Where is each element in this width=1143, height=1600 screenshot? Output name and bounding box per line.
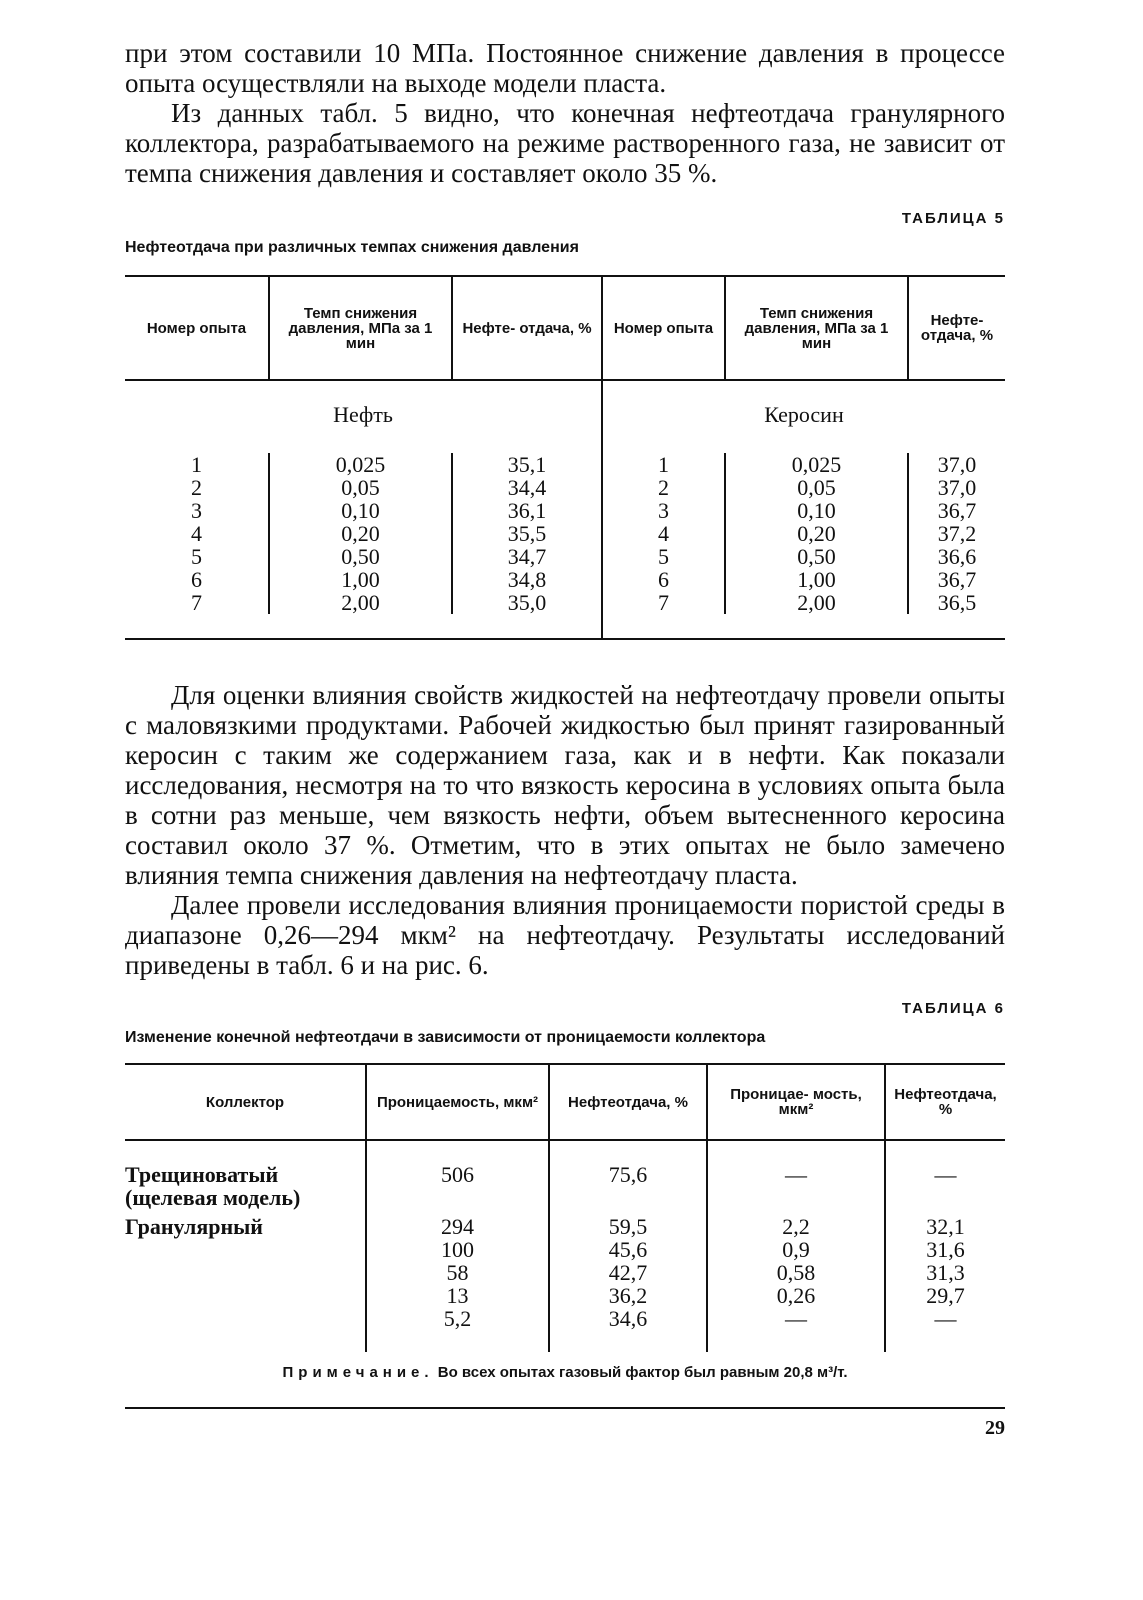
table-cell: 0,05: [797, 475, 836, 500]
table-cell: 2,2: [782, 1214, 810, 1239]
t5-header-recovery-2: Нефте- отдача, %: [908, 276, 1005, 380]
table-cell: 34,7: [507, 544, 547, 569]
note-text: Во всех опытах газовый фактор был равным 20,8 м³/т.: [437, 1364, 848, 1381]
table-cell: 7: [191, 590, 202, 615]
table-cell: 3: [191, 498, 202, 523]
t5-col-recovery: [452, 453, 602, 614]
table-cell: 2,00: [341, 590, 380, 615]
t6-row2-rec2: [885, 1209, 1005, 1330]
note-label: Примечание.: [282, 1364, 434, 1381]
table-cell: 1: [191, 452, 202, 477]
table-cell: 0,26: [776, 1283, 816, 1308]
table-cell: 5: [191, 544, 202, 569]
t5-header-rate: Темп снижения давления, МПа за 1 мин: [269, 276, 452, 380]
table-cell: 0,50: [797, 544, 836, 569]
table-cell: 0,58: [776, 1260, 816, 1285]
t5-col-rate: [269, 453, 452, 614]
table-cell: 4: [658, 521, 669, 546]
table-cell: 36,2: [608, 1283, 648, 1308]
t5-header-num: Номер опыта: [146, 319, 247, 337]
table-cell: 58: [446, 1260, 469, 1285]
table-cell: 37,0: [937, 452, 977, 477]
table-cell: 36,6: [937, 544, 977, 569]
t5-group-oil: Нефть: [333, 402, 393, 427]
table-cell: 37,2: [937, 521, 977, 546]
t6-row1-perm: 506: [366, 1140, 549, 1209]
table-cell: 1,00: [341, 567, 380, 592]
t5-header-recovery: Нефте- отдача, %: [452, 276, 602, 380]
table-cell: —: [934, 1306, 957, 1331]
table-cell: 6: [658, 567, 669, 592]
table-cell: 7: [658, 590, 669, 615]
table-cell: 37,0: [937, 475, 977, 500]
t5-col-num-2: [602, 453, 725, 614]
t6-header-recovery: Нефтеотдача, %: [549, 1064, 707, 1140]
t6-row2-perm: [366, 1209, 549, 1330]
table-cell: 35,5: [507, 521, 547, 546]
table-cell: 42,7: [608, 1260, 648, 1285]
paragraph-4: Далее провели исследования влияния проницаемости пористой среды в диапазоне 0,26—294 мкм² на нефтеотдачу. Результаты исследований приведены в табл. 6 и на рис. 6.: [125, 890, 1005, 980]
table-cell: 36,7: [937, 567, 977, 592]
table-cell: 6: [191, 567, 202, 592]
table-cell: 5: [658, 544, 669, 569]
table-cell: —: [785, 1306, 807, 1331]
table5-label: ТАБЛИЦА 5: [901, 210, 1005, 227]
table-cell: 2,00: [797, 590, 836, 615]
table-cell: 294: [441, 1214, 474, 1239]
t6-row2-collector: Гранулярный: [125, 1214, 263, 1239]
t6-header-perm-2: Проницае- мость, мкм²: [707, 1064, 885, 1140]
page: [125, 38, 1005, 1440]
t6-header-collector: Коллектор: [205, 1093, 285, 1111]
t5-col-rate-2: [725, 453, 908, 614]
table6-label: ТАБЛИЦА 6: [901, 1000, 1005, 1017]
paragraph-2: Из данных табл. 5 видно, что конечная нефтеотдача гранулярного коллектора, разрабатываемого на режиме растворенного газа, не зависит от темпа снижения давления и составляет около 35 %.: [125, 98, 1005, 188]
table-cell: 100: [441, 1237, 474, 1262]
table-cell: 0,9: [782, 1237, 810, 1262]
t5-group-kerosene: Керосин: [602, 380, 1005, 453]
table-cell: 13: [446, 1283, 469, 1308]
table6: [125, 1063, 1005, 1352]
paragraph-1: при этом составили 10 МПа. Постоянное снижение давления в процессе опыта осуществляли на выходе модели пласта.: [125, 38, 1005, 98]
page-number: 29: [985, 1417, 1005, 1439]
table-cell: 2: [191, 475, 202, 500]
table-cell: 36,5: [937, 590, 977, 615]
table-cell: 0,50: [341, 544, 380, 569]
table-cell: 0,10: [797, 498, 836, 523]
table-cell: 45,6: [608, 1237, 648, 1262]
table-cell: 34,4: [507, 475, 547, 500]
t5-col-num: [125, 453, 269, 614]
t5-header-rate-2: Темп снижения давления, МПа за 1 мин: [725, 276, 908, 380]
table-cell: 3: [658, 498, 669, 523]
table-cell: 34,6: [608, 1306, 648, 1331]
t6-row1-collector: Трещиноватый (щелевая модель): [125, 1162, 301, 1210]
t6-row1-perm2: —: [707, 1140, 885, 1209]
t5-col-recovery-2: [908, 453, 1005, 614]
table-cell: 36,1: [507, 498, 547, 523]
table-cell: 0,025: [791, 452, 842, 477]
table6-title: Изменение конечной нефтеотдачи в зависимости от проницаемости коллектора: [125, 1029, 766, 1046]
table-cell: 5,2: [443, 1306, 472, 1331]
table5: [125, 275, 1005, 640]
t6-header-recovery-2: Нефтеотдача, %: [885, 1064, 1005, 1140]
t5-header-num-2: Номер опыта: [602, 276, 725, 380]
paragraph-3: Для оценки влияния свойств жидкостей на нефтеотдачу провели опыты с маловязкими продуктами. Рабочей жидкостью был принят газированный керосин с таким же содержанием газа, как и в нефти. Как показали исследования, несмотря на то что вязкость керосина в условиях опыта была в сотни раз меньше, чем вязкость нефти, объем вытесненного керосина составил около 37 %. Отметим, что в этих опытах не было замечено влияния темпа снижения давления на нефтеотдачу пласта.: [125, 680, 1005, 890]
table-cell: 0,20: [341, 521, 380, 546]
table-cell: 0,05: [341, 475, 380, 500]
t6-row1-rec2: —: [885, 1140, 1005, 1209]
t6-row1-rec: 75,6: [549, 1140, 707, 1209]
table-cell: 2: [658, 475, 669, 500]
t6-row2-perm2: [707, 1209, 885, 1330]
table-cell: 29,7: [926, 1283, 965, 1308]
table5-title: Нефтеотдача при различных темпах снижения давления: [125, 239, 579, 256]
table-cell: 0,10: [341, 498, 380, 523]
table-cell: 34,8: [507, 567, 547, 592]
table-cell: 0,20: [797, 521, 836, 546]
footer-rule: [125, 1407, 1005, 1409]
t6-row2-rec: [549, 1209, 707, 1330]
table-cell: 4: [191, 521, 202, 546]
table-cell: 31,3: [926, 1260, 965, 1285]
table-cell: 36,7: [937, 498, 977, 523]
table-cell: 0,025: [335, 452, 386, 477]
table-cell: 31,6: [926, 1237, 965, 1262]
table-cell: 32,1: [926, 1214, 965, 1239]
t6-header-perm: Проницаемость, мкм²: [366, 1064, 549, 1140]
table-cell: 59,5: [608, 1214, 648, 1239]
table-cell: 1: [658, 452, 669, 477]
table-cell: 1,00: [797, 567, 836, 592]
table-cell: 35,1: [507, 452, 547, 477]
table6-note: [125, 1364, 1005, 1381]
table-cell: 35,0: [507, 590, 547, 615]
